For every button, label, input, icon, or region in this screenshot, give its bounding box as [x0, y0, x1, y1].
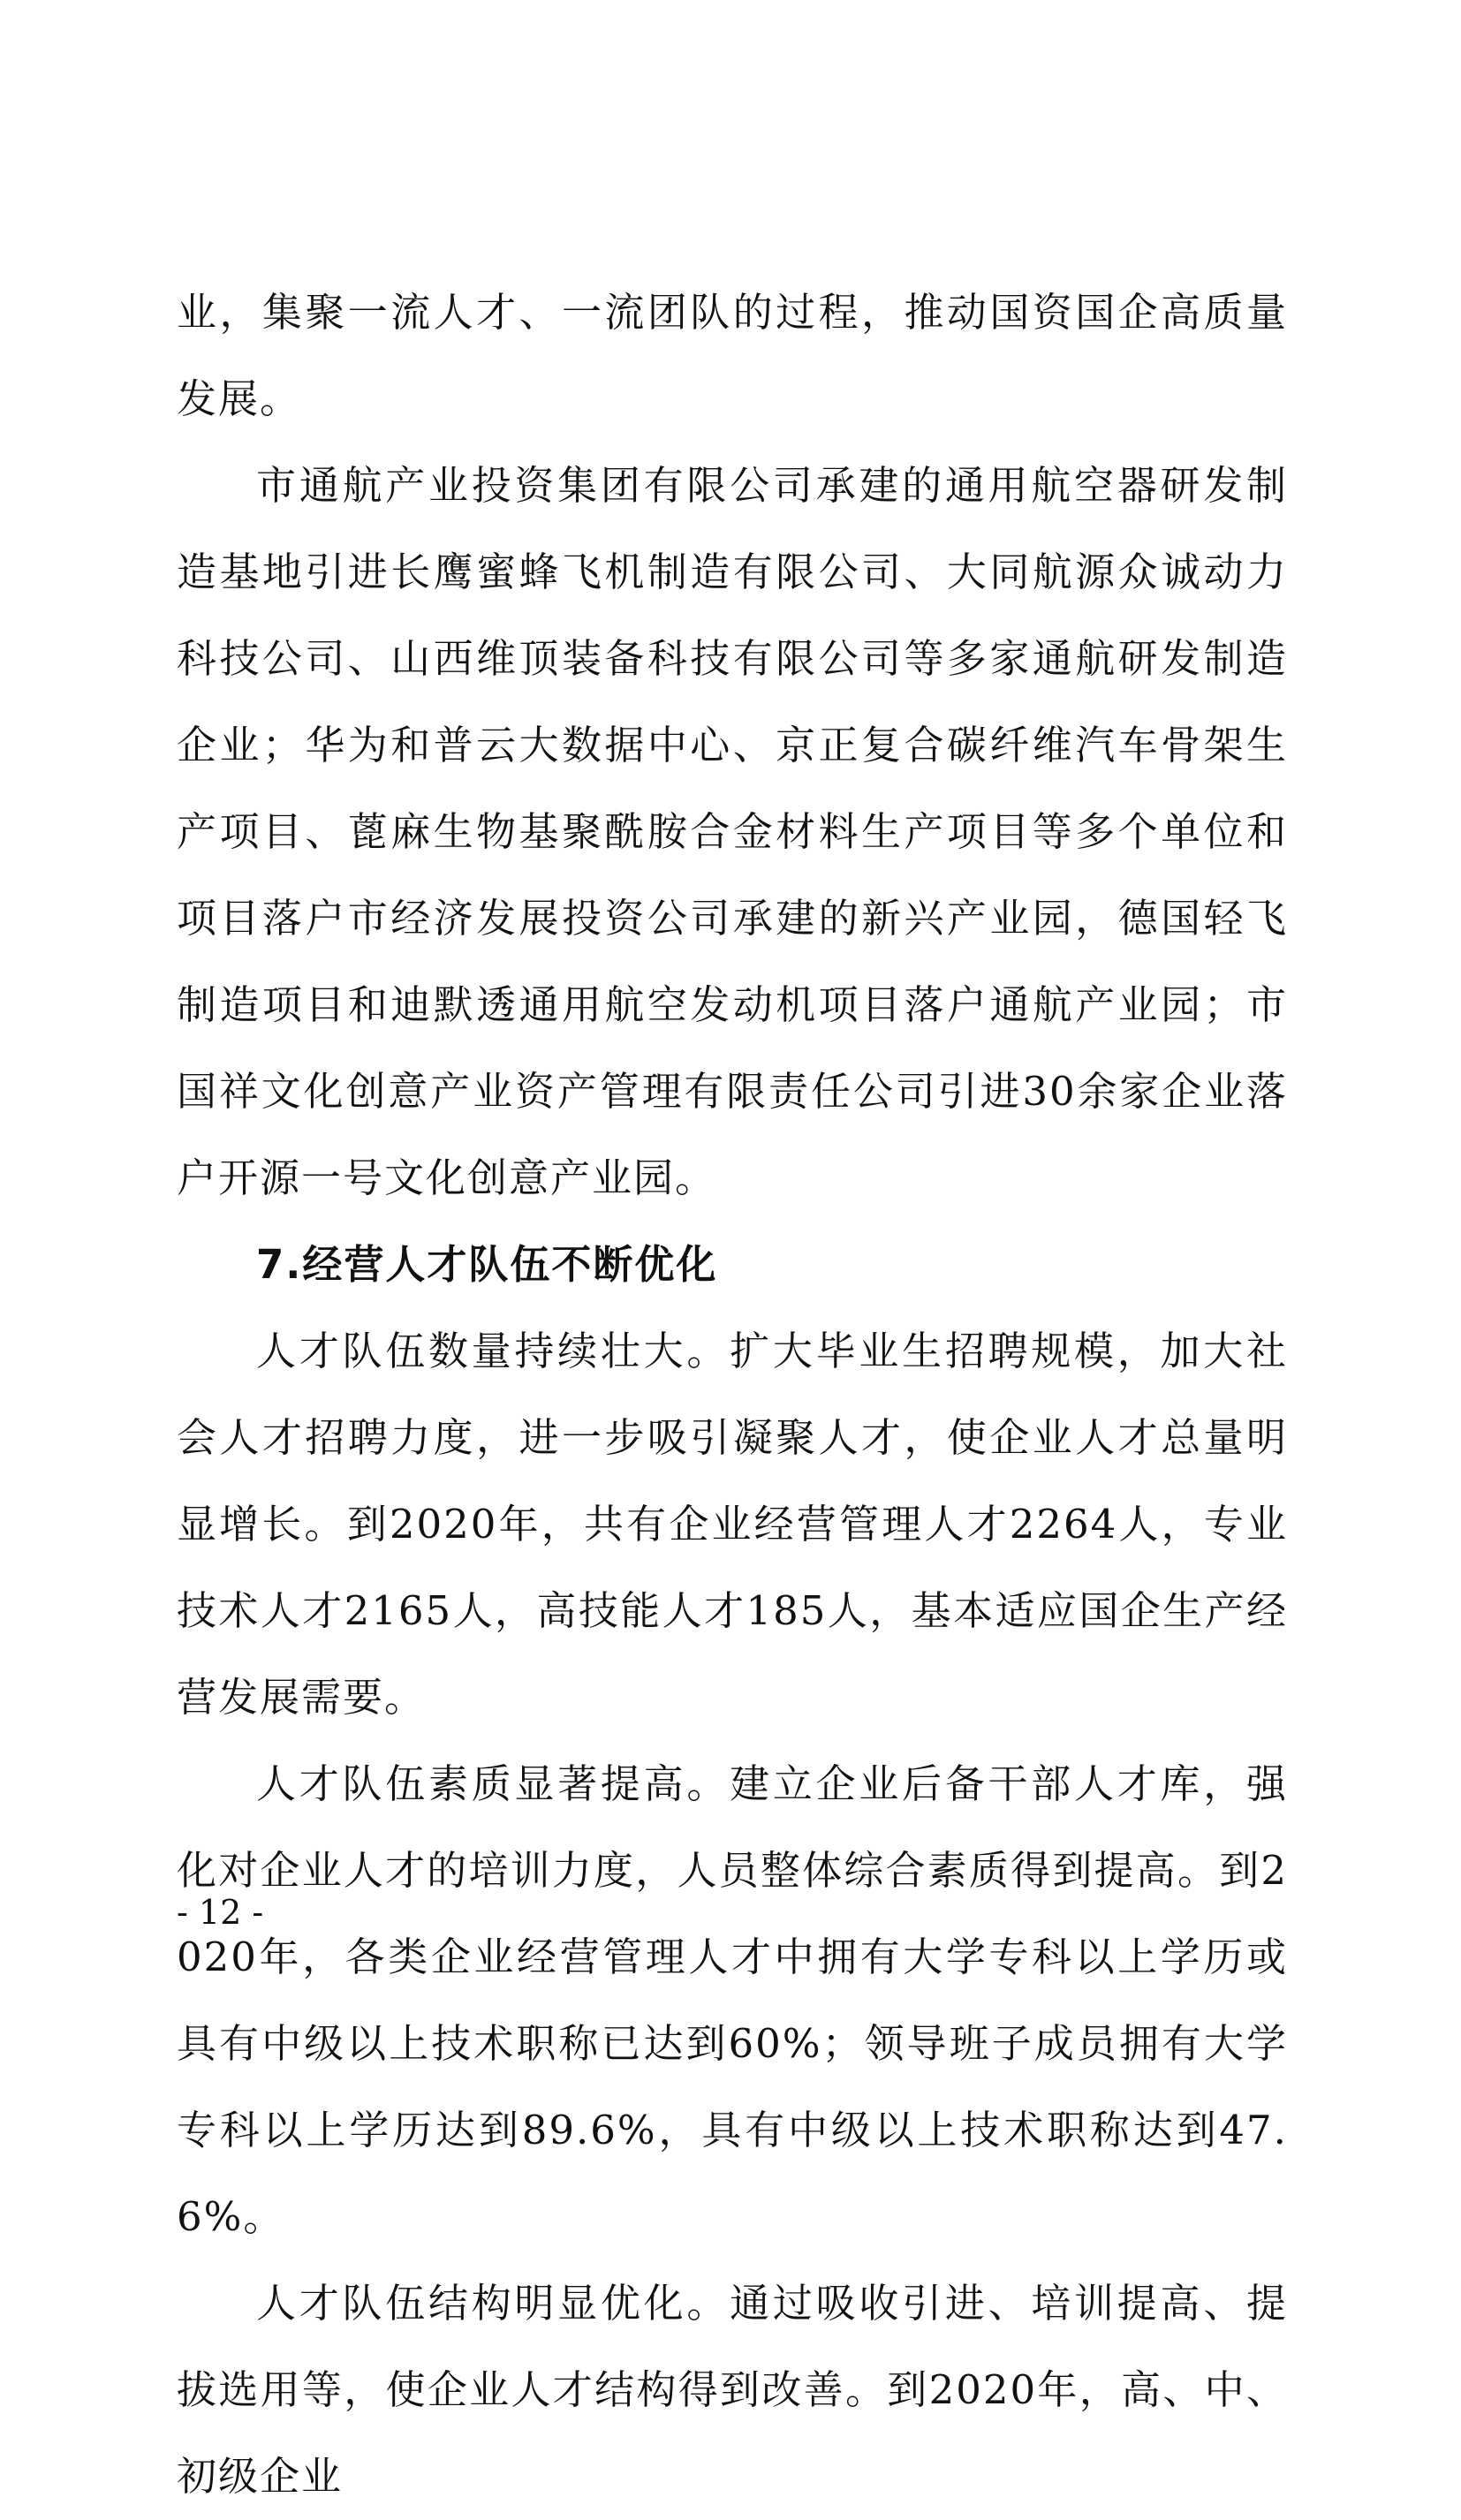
paragraph-talent-quantity: 人才队伍数量持续壮大。扩大毕业生招聘规模，加大社会人才招聘力度，进一步吸引凝聚人才，使企业人才总量明显增长。到2020年，共有企业经营管理人才2264人，专业技术人才2165人，高技能人才185人，基本适应国企生产经营发展需要。	[177, 1328, 1288, 1721]
paragraph-talent-structure: 人才队伍结构明显优化。通过吸收引进、培训提高、提拔选用等，使企业人才结构得到改善。到2020年，高、中、初级企业	[177, 2280, 1288, 2500]
section-heading: 7.经营人才队伍不断优化	[256, 1241, 718, 1288]
paragraph-continuation: 业，集聚一流人才、一流团队的过程，推动国资国企高质量发展。	[177, 289, 1288, 422]
page-body	[177, 269, 1288, 2520]
page-number: - 12 -	[177, 1893, 264, 1932]
paragraph-aviation-industry: 市通航产业投资集团有限公司承建的通用航空器研发制造基地引进长鹰蜜蜂飞机制造有限公司、大同航源众诚动力科技公司、山西维顶装备科技有限公司等多家通航研发制造企业；华为和普云大数据中心、京正复合碳纤维汽车骨架生产项目、蓖麻生物基聚酰胺合金材料生产项目等多个单位和项目落户市经济发展投资公司承建的新兴产业园，德国轻飞制造项目和迪默透通用航空发动机项目落户通航产业园；市国祥文化创意产业资产管理有限责任公司引进30余家企业落户开源一号文化创意产业园。	[177, 462, 1288, 1201]
paragraph-talent-quality: 人才队伍素质显著提高。建立企业后备干部人才库，强化对企业人才的培训力度，人员整体综合素质得到提高。到2020年，各类企业经营管理人才中拥有大学专科以上学历或具有中级以上技术职称已达到60%；领导班子成员拥有大学专科以上学历达到89.6%，具有中级以上技术职称达到47.6%。	[177, 1760, 1288, 2240]
